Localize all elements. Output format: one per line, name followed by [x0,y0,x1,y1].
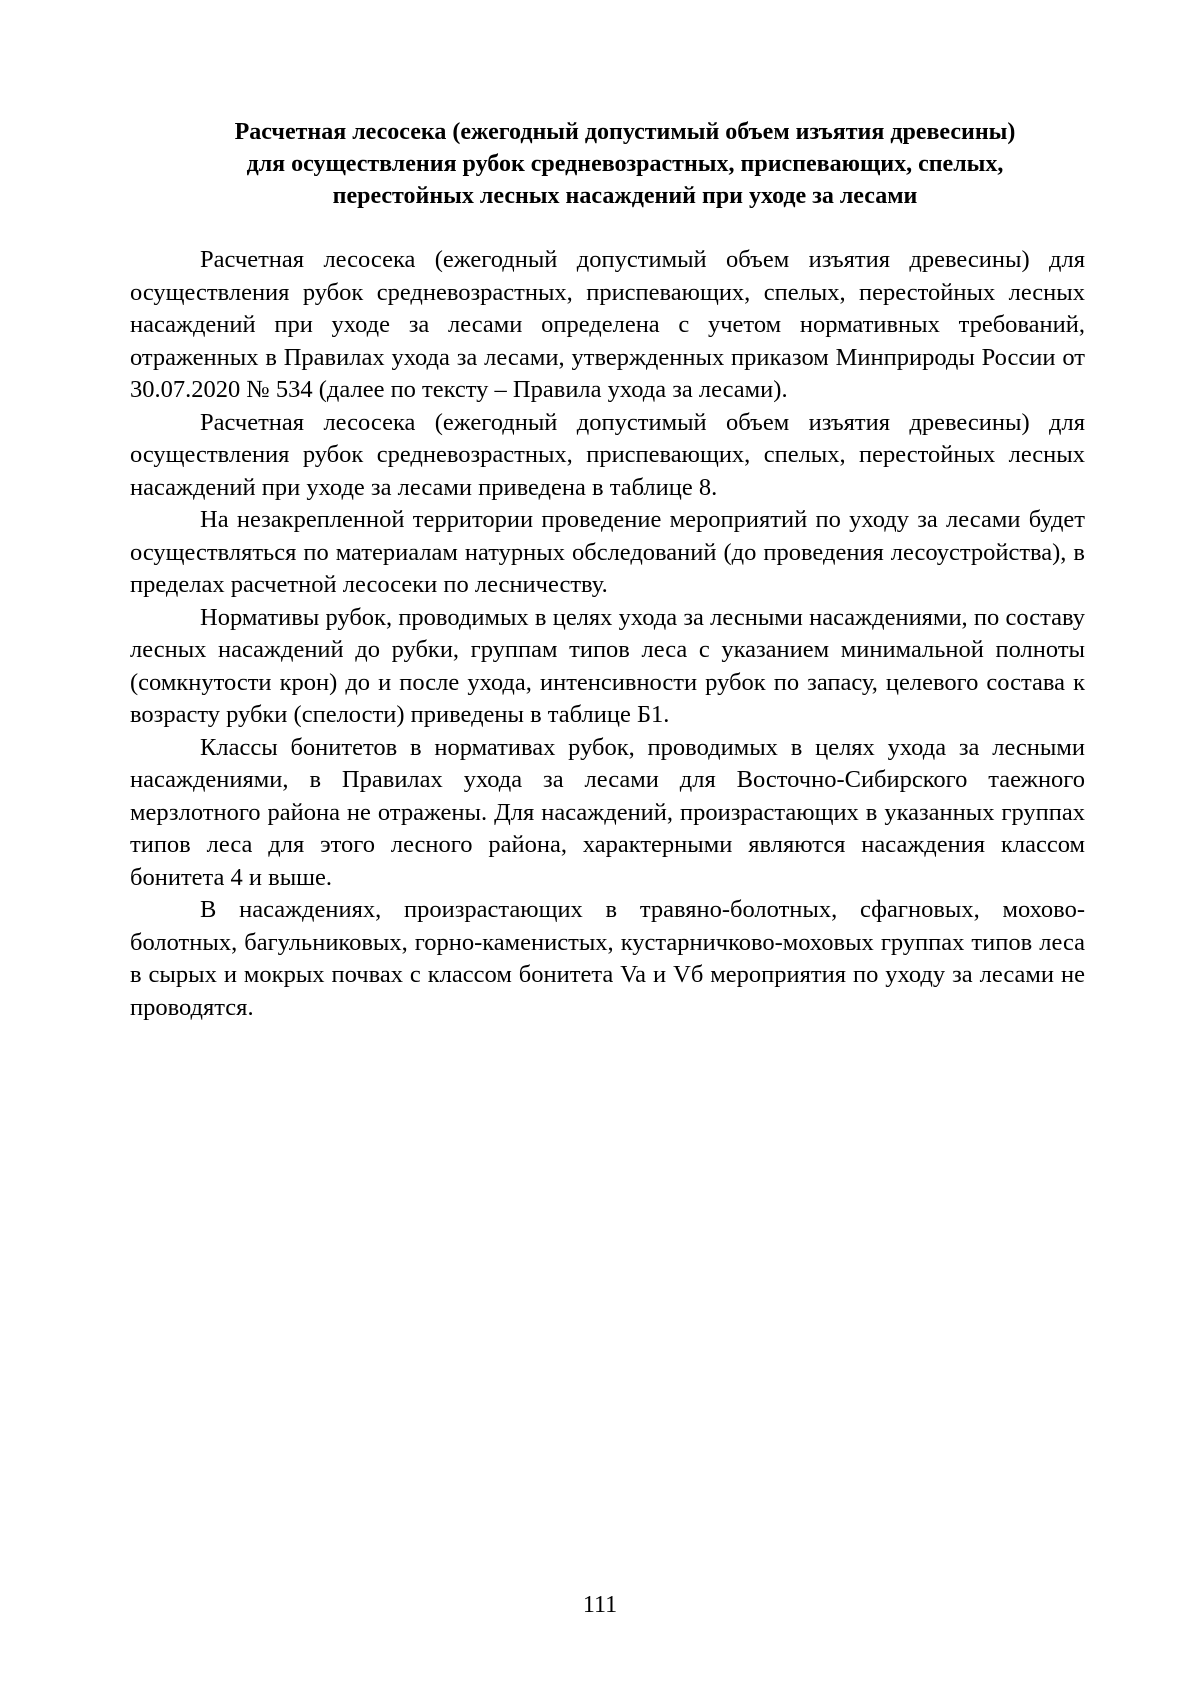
paragraph-6: В насаждениях, произрастающих в травяно-болотных, сфагновых, мохово-болотных, багульниковых, горно-каменистых, кустарничково-моховых группах типов леса в сырых и мокрых почвах с классом бонитета Va и Vб мероприятия по уходу за лесами не проводятся. [130,896,1085,1021]
title-line-3: перестойных лесных насаждений при уходе за лесами [332,183,918,209]
paragraph-5: Классы бонитетов в нормативах рубок, проводимых в целях ухода за лесными насаждениями, в Правилах ухода за лесами для Восточно-Сибирского таежного мерзлотного района не отражены. Для насаждений, произрастающих в указанных группах типов леса для этого лесного района, характерными являются насаждения классом бонитета 4 и выше. [130,733,1085,891]
document-body [130,244,1085,1024]
page-number: 111 [582,1592,618,1618]
paragraph-3: На незакрепленной территории проведение мероприятий по уходу за лесами будет осуществляться по материалам натурных обследований (до проведения лесоустройства), в пределах расчетной лесосеки по лесничеству. [130,506,1085,598]
paragraph-2: Расчетная лесосека (ежегодный допустимый объем изъятия древесины) для осуществления рубок средневозрастных, приспевающих, спелых, перестойных лесных насаждений при уходе за лесами приведена в таблице 8. [130,408,1085,501]
document-title [170,116,1080,212]
title-line-1: Расчетная лесосека (ежегодный допустимый объем изъятия древесины) [234,119,1016,145]
title-line-2: для осуществления рубок средневозрастных, приспевающих, спелых, [246,151,1004,177]
paragraph-4: Нормативы рубок, проводимых в целях ухода за лесными насаждениями, по составу лесных насаждений до рубки, группам типов леса с указанием минимальной полноты (сомкнутости крон) до и после ухода, интенсивности рубок по запасу, целевого состава к возрасту рубки (спелости) приведены в таблице Б1. [130,603,1085,728]
paragraph-1: Расчетная лесосека (ежегодный допустимый объем изъятия древесины) для осуществления рубок средневозрастных, приспевающих, спелых, перестойных лесных насаждений при уходе за лесами определена с учетом нормативных требований, отраженных в Правилах ухода за лесами, утвержденных приказом Минприроды России от 30.07.2020 № 534 (далее по тексту – Правила ухода за лесами). [130,246,1085,403]
